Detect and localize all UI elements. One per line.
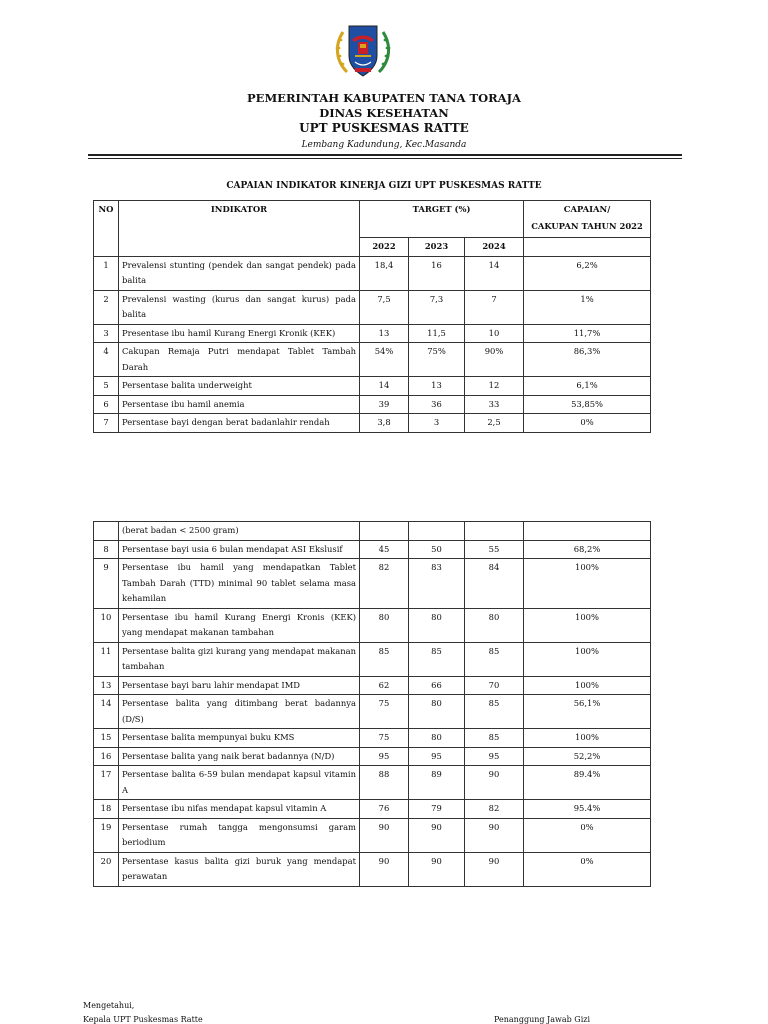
table-cell-no: 2 [94, 290, 119, 324]
table-row [94, 324, 651, 343]
table-cell-no: 15 [94, 729, 119, 748]
table-cell-no: 11 [94, 642, 119, 676]
table-cell-no: 16 [94, 747, 119, 766]
table-cell-2024: 85 [465, 729, 524, 748]
table-cell-2024: 14 [465, 256, 524, 290]
table-cell-indikator: Persentase balita 6-59 bulan mendapat kapsul vitamin A [119, 766, 360, 800]
table-row [94, 559, 651, 609]
table-row [94, 256, 651, 290]
header-capaian: CAPAIAN/ CAKUPAN TAHUN 2022 [524, 201, 651, 238]
table-cell-2024: 90 [465, 818, 524, 852]
table-cell-2024: 80 [465, 608, 524, 642]
table-cell-capaian: 0% [524, 414, 651, 433]
table-cell-2022 [360, 522, 409, 541]
table-cell-2023: 80 [409, 729, 465, 748]
table-cell-indikator: Presentase ibu hamil Kurang Energi Kronik (KEK) [119, 324, 360, 343]
letterhead-address: Lembang Kadundung, Kec.Masanda [301, 140, 467, 150]
table-cell-capaian: 86,3% [524, 343, 651, 377]
table-cell-indikator: Prevalensi wasting (kurus dan sangat kurus) pada balita [119, 290, 360, 324]
table-row [94, 642, 651, 676]
table-cell-2023: 80 [409, 608, 465, 642]
table-title: CAPAIAN INDIKATOR KINERJA GIZI UPT PUSKESMAS RATTE [226, 181, 542, 191]
table-row [94, 414, 651, 433]
table-row [94, 747, 651, 766]
table-row [94, 377, 651, 396]
table-cell-2024: 2,5 [465, 414, 524, 433]
table-cell-no: 1 [94, 256, 119, 290]
table-cell-2024: 55 [465, 540, 524, 559]
table-cell-indikator: Persentase balita yang naik berat badannya (N/D) [119, 747, 360, 766]
table-cell-no: 19 [94, 818, 119, 852]
table-cell-no: 18 [94, 800, 119, 819]
table-cell-2024: 90 [465, 766, 524, 800]
table-cell-indikator: Persentase rumah tangga mengonsumsi garam beriodium [119, 818, 360, 852]
table-cell-2022: 75 [360, 729, 409, 748]
table-cell-2024: 33 [465, 395, 524, 414]
table-cell-2023: 3 [409, 414, 465, 433]
table-row [94, 290, 651, 324]
table-cell-no: 9 [94, 559, 119, 609]
table-row [94, 729, 651, 748]
table-cell-2024 [465, 522, 524, 541]
table-cell-2023: 83 [409, 559, 465, 609]
table-cell-capaian: 100% [524, 559, 651, 609]
footer-kepala: Kepala UPT Puskesmas Ratte [83, 1015, 203, 1024]
table-cell-2022: 75 [360, 695, 409, 729]
regency-emblem-logo [333, 22, 393, 80]
table-cell-capaian: 100% [524, 642, 651, 676]
table-cell-indikator: Persentase balita mempunyai buku KMS [119, 729, 360, 748]
table-cell-no: 7 [94, 414, 119, 433]
table-cell-2022: 82 [360, 559, 409, 609]
table-cell-2022: 95 [360, 747, 409, 766]
table-cell-2022: 90 [360, 852, 409, 886]
table-header-row [94, 201, 651, 238]
table-cell-capaian: 6,1% [524, 377, 651, 396]
header-year-2023: 2023 [409, 238, 465, 257]
header-year-2022: 2022 [360, 238, 409, 257]
table-cell-2022: 80 [360, 608, 409, 642]
table-cell-2024: 85 [465, 695, 524, 729]
table-cell-2023: 79 [409, 800, 465, 819]
table-cell-capaian: 95.4% [524, 800, 651, 819]
header-indikator: INDIKATOR [119, 201, 360, 257]
table-cell-2022: 13 [360, 324, 409, 343]
table-cell-indikator: Persentase balita gizi kurang yang mendapat makanan tambahan [119, 642, 360, 676]
table-cell-indikator: Persentase ibu nifas mendapat kapsul vitamin A [119, 800, 360, 819]
table-cell-capaian: 68,2% [524, 540, 651, 559]
table-cell-indikator: Persentase kasus balita gizi buruk yang mendapat perawatan [119, 852, 360, 886]
table-cell-no: 8 [94, 540, 119, 559]
table-cell-capaian [524, 522, 651, 541]
table-cell-no: 4 [94, 343, 119, 377]
table-cell-indikator: Persentase bayi baru lahir mendapat IMD [119, 676, 360, 695]
table-row [94, 676, 651, 695]
table-cell-capaian: 11,7% [524, 324, 651, 343]
footer-mengetahui: Mengetahui, [83, 1001, 135, 1010]
table-row [94, 818, 651, 852]
table-cell-indikator: Persentase ibu hamil yang mendapatkan Tablet Tambah Darah (TTD) minimal 90 tablet selama masa kehamilan [119, 559, 360, 609]
table-cell-capaian: 6,2% [524, 256, 651, 290]
table-cell-2024: 70 [465, 676, 524, 695]
table-cell-no [94, 522, 119, 541]
header-no: NO [94, 201, 119, 257]
table-row [94, 800, 651, 819]
table-cell-indikator: Persentase ibu hamil anemia [119, 395, 360, 414]
table-row [94, 540, 651, 559]
table-cell-2023: 11,5 [409, 324, 465, 343]
table-cell-2022: 18,4 [360, 256, 409, 290]
table-cell-indikator: Persentase ibu hamil Kurang Energi Kronis (KEK) yang mendapat makanan tambahan [119, 608, 360, 642]
table-cell-no: 6 [94, 395, 119, 414]
table-cell-capaian: 100% [524, 608, 651, 642]
footer-penanggung-jawab: Penanggung Jawab Gizi [494, 1015, 591, 1024]
table-row [94, 695, 651, 729]
table-cell-capaian: 100% [524, 676, 651, 695]
table-cell-indikator: Persentase balita underweight [119, 377, 360, 396]
table-cell-2024: 90% [465, 343, 524, 377]
table-cell-indikator: Persentase bayi usia 6 bulan mendapat ASI Ekslusif [119, 540, 360, 559]
table-cell-capaian: 53,85% [524, 395, 651, 414]
table-cell-2022: 3,8 [360, 414, 409, 433]
letterhead-government: PEMERINTAH KABUPATEN TANA TORAJA [247, 91, 521, 105]
table-cell-capaian: 0% [524, 852, 651, 886]
table-cell-2022: 54% [360, 343, 409, 377]
table-cell-no: 3 [94, 324, 119, 343]
table-row [94, 766, 651, 800]
table-cell-2024: 10 [465, 324, 524, 343]
header-target: TARGET (%) [360, 201, 524, 238]
table-cell-capaian: 56,1% [524, 695, 651, 729]
table-cell-no: 5 [94, 377, 119, 396]
table-cell-2023: 75% [409, 343, 465, 377]
table-cell-2023: 66 [409, 676, 465, 695]
table-cell-capaian: 52,2% [524, 747, 651, 766]
table-cell-2022: 62 [360, 676, 409, 695]
table-cell-2023: 16 [409, 256, 465, 290]
table-cell-2022: 76 [360, 800, 409, 819]
table-cell-2022: 39 [360, 395, 409, 414]
table-cell-2023: 89 [409, 766, 465, 800]
table-cell-2024: 95 [465, 747, 524, 766]
letterhead-department: DINAS KESEHATAN [319, 106, 449, 120]
table-cell-2023: 7,3 [409, 290, 465, 324]
table-cell-no: 13 [94, 676, 119, 695]
table-cell-2023: 80 [409, 695, 465, 729]
table-cell-2024: 84 [465, 559, 524, 609]
table-cell-2024: 7 [465, 290, 524, 324]
table-cell-indikator: Prevalensi stunting (pendek dan sangat pendek) pada balita [119, 256, 360, 290]
table-cell-2023: 85 [409, 642, 465, 676]
table-cell-2024: 12 [465, 377, 524, 396]
table-cell-indikator: Cakupan Remaja Putri mendapat Tablet Tambah Darah [119, 343, 360, 377]
continuation-text: (berat badan < 2500 gram) [119, 522, 360, 541]
table-cell-2023: 13 [409, 377, 465, 396]
indicator-table-part2 [93, 521, 651, 887]
letterhead-institution: UPT PUSKESMAS RATTE [299, 121, 469, 135]
table-cell-capaian: 100% [524, 729, 651, 748]
table-cell-2023: 36 [409, 395, 465, 414]
indicator-table-part1 [93, 200, 651, 433]
header-empty-cell [524, 238, 651, 257]
table-cell-2022: 88 [360, 766, 409, 800]
table-cell-capaian: 1% [524, 290, 651, 324]
table-row [94, 608, 651, 642]
table-cell-2024: 85 [465, 642, 524, 676]
table-cell-2022: 90 [360, 818, 409, 852]
table-cell-2022: 14 [360, 377, 409, 396]
table-row [94, 852, 651, 886]
table-cell-2024: 90 [465, 852, 524, 886]
table-row [94, 522, 651, 541]
table-cell-2024: 82 [465, 800, 524, 819]
table-cell-capaian: 89.4% [524, 766, 651, 800]
letterhead-divider-thick [88, 154, 682, 156]
table-row [94, 343, 651, 377]
table-cell-no: 20 [94, 852, 119, 886]
header-year-2024: 2024 [465, 238, 524, 257]
table-cell-2023: 95 [409, 747, 465, 766]
table-cell-2022: 7,5 [360, 290, 409, 324]
table-cell-indikator: Persentase balita yang ditimbang berat badannya (D/S) [119, 695, 360, 729]
table-cell-2022: 45 [360, 540, 409, 559]
table-cell-2023 [409, 522, 465, 541]
table-cell-no: 10 [94, 608, 119, 642]
table-row [94, 395, 651, 414]
table-body-part2 [94, 540, 651, 886]
table-cell-2023: 90 [409, 852, 465, 886]
table-cell-2023: 90 [409, 818, 465, 852]
table-cell-2023: 50 [409, 540, 465, 559]
letterhead-divider-thin [88, 158, 682, 159]
table-cell-2022: 85 [360, 642, 409, 676]
table-body-part1 [94, 256, 651, 432]
table-cell-no: 17 [94, 766, 119, 800]
table-cell-capaian: 0% [524, 818, 651, 852]
table-cell-no: 14 [94, 695, 119, 729]
table-cell-indikator: Persentase bayi dengan berat badanlahir rendah [119, 414, 360, 433]
